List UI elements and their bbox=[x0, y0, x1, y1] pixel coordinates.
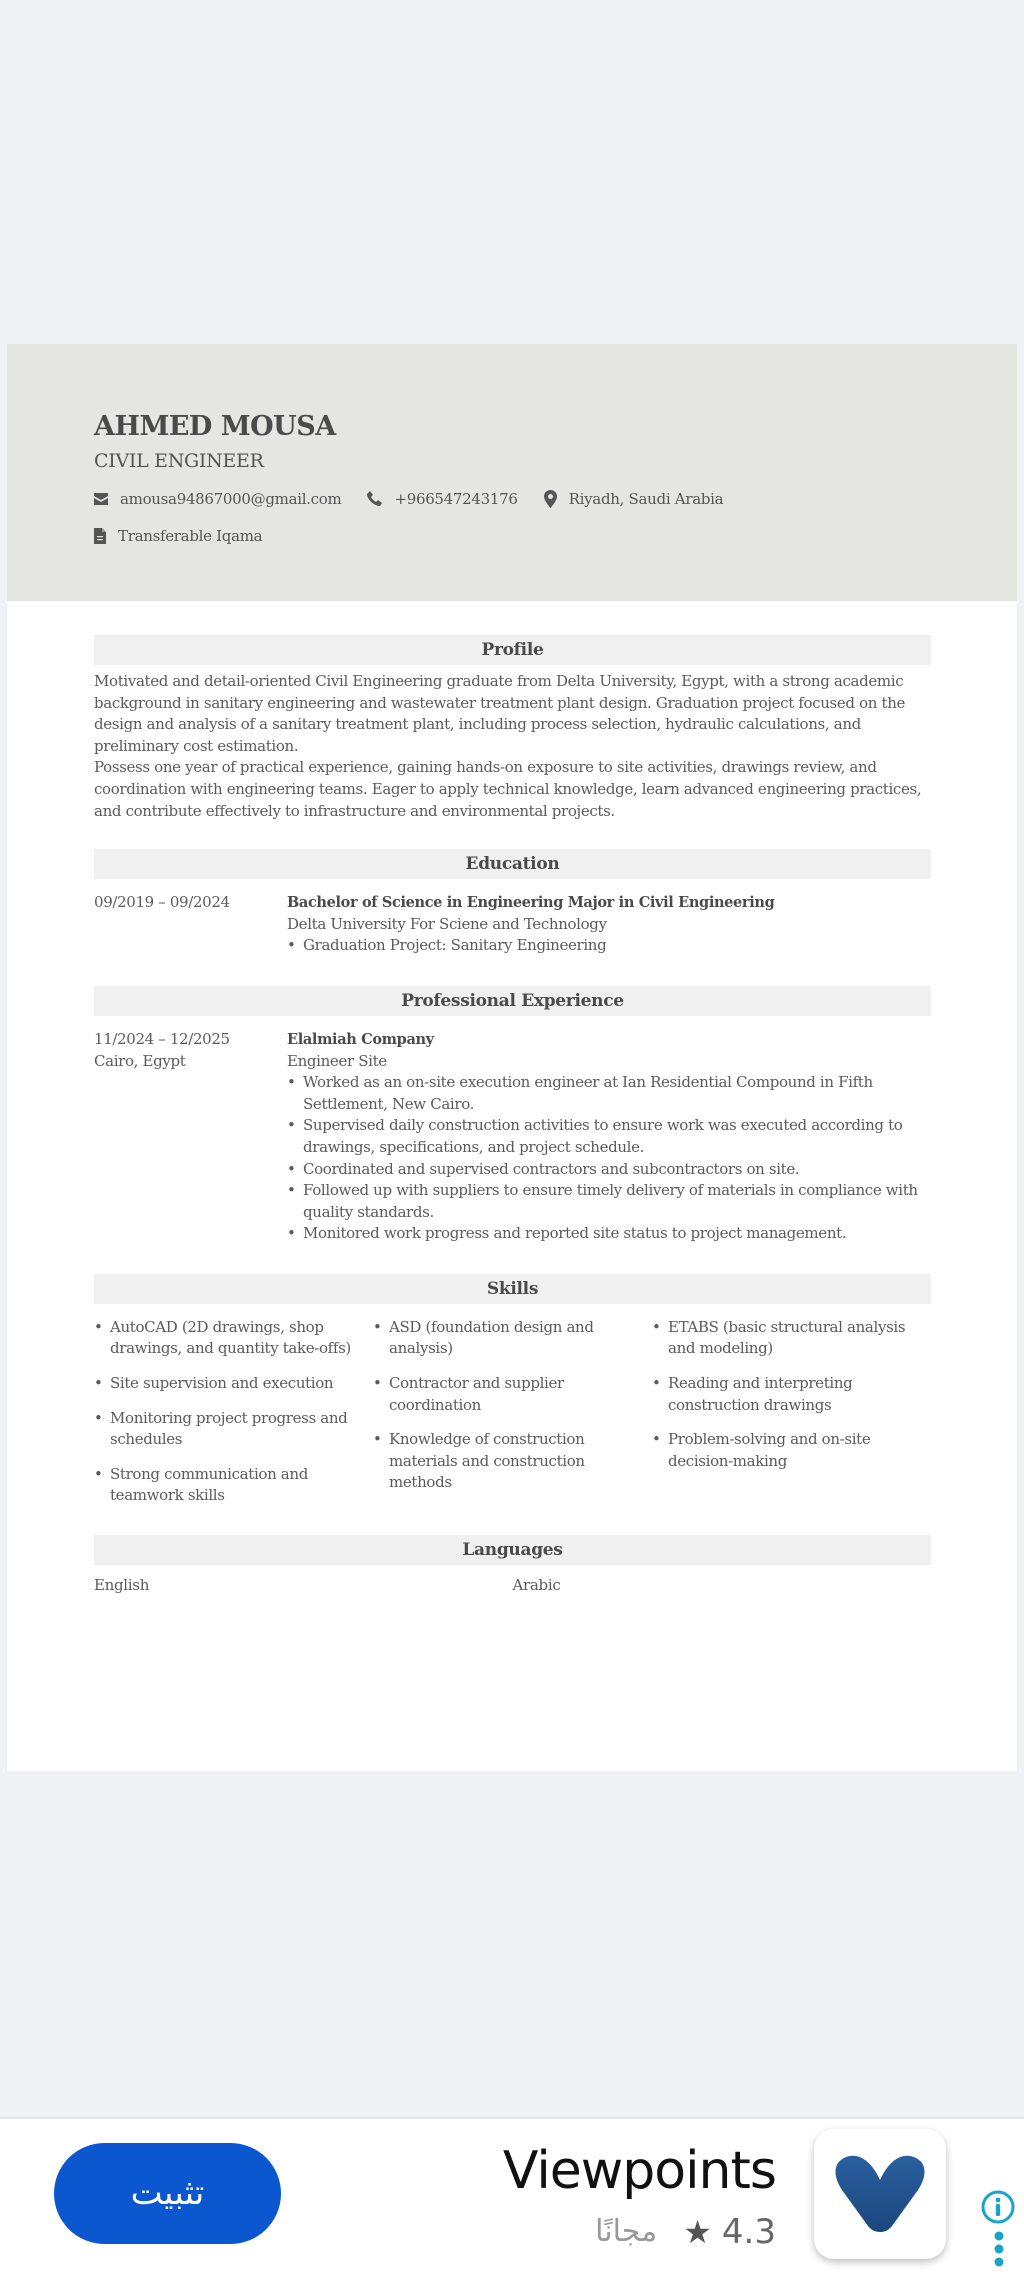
resume-body bbox=[7, 635, 1017, 1594]
experience-bullet: • Monitored work progress and reported site status to project management. bbox=[287, 1223, 931, 1245]
contact-row-2 bbox=[94, 525, 1017, 547]
education-degree: Bachelor of Science in Engineering Major in Civil Engineering bbox=[287, 894, 775, 912]
ad-app-icon[interactable] bbox=[814, 2129, 946, 2259]
viewpoints-logo-icon bbox=[834, 2154, 926, 2234]
section-heading-languages: Languages bbox=[94, 1535, 931, 1565]
skill-item: • Contractor and supplier coordination bbox=[373, 1373, 630, 1416]
education-bullet: • Graduation Project: Sanitary Engineering bbox=[287, 935, 931, 957]
experience-bullet: • Coordinated and supervised contractors and subcontractors on site. bbox=[287, 1159, 931, 1181]
skill-item: • ASD (foundation design and analysis) bbox=[373, 1317, 630, 1360]
experience-company: Elalmiah Company bbox=[287, 1030, 434, 1048]
phone-text: +966547243176 bbox=[394, 490, 518, 508]
education-bullets bbox=[287, 935, 931, 957]
skill-item: • Site supervision and execution bbox=[94, 1373, 351, 1395]
email-text: amousa94867000@gmail.com bbox=[120, 490, 342, 508]
profile-paragraph-1: Motivated and detail-oriented Civil Engineering graduate from Delta University, Egypt, with a strong academic background in sanitary engineering and wastewater treatment plant design. Graduation project focused on the design and analysis of a sanitary treatment plant, including process selection, hydraulic calculations, and preliminary cost estimation. bbox=[94, 672, 906, 755]
experience-dates: 11/2024 – 12/2025 bbox=[94, 1029, 230, 1048]
skill-item: • Knowledge of construction materials and construction methods bbox=[373, 1429, 630, 1494]
section-heading-skills: Skills bbox=[94, 1274, 931, 1304]
ad-app-name[interactable]: Viewpoints bbox=[502, 2141, 776, 2201]
skill-item: • Problem-solving and on-site decision-making bbox=[652, 1429, 909, 1472]
skills-column-2 bbox=[373, 1317, 652, 1520]
ad-app-meta bbox=[595, 2209, 776, 2255]
language-item: English bbox=[94, 1576, 150, 1595]
contact-phone[interactable] bbox=[367, 490, 517, 508]
experience-role: Engineer Site bbox=[287, 1051, 387, 1070]
contact-location bbox=[544, 490, 724, 508]
phone-icon bbox=[367, 491, 382, 507]
experience-bullet: • Supervised daily construction activities to ensure work was executed according to drawings, specifications, and project schedule. bbox=[287, 1115, 931, 1158]
language-item: Arabic bbox=[512, 1576, 561, 1595]
skill-item: • AutoCAD (2D drawings, shop drawings, and quantity take-offs) bbox=[94, 1317, 351, 1360]
skill-item: • Reading and interpreting construction drawings bbox=[652, 1373, 909, 1416]
resume-document bbox=[7, 344, 1017, 1771]
document-icon bbox=[94, 528, 106, 544]
ad-price-label: مجانًا bbox=[595, 2214, 658, 2249]
contact-row bbox=[94, 488, 1017, 510]
experience-location: Cairo, Egypt bbox=[94, 1051, 186, 1070]
contact-document bbox=[94, 527, 262, 545]
skills-column-3 bbox=[652, 1317, 931, 1520]
install-button[interactable]: تثبيت bbox=[54, 2143, 281, 2244]
star-icon: ★ bbox=[683, 2213, 712, 2251]
languages-list bbox=[94, 1576, 931, 1594]
section-heading-education: Education bbox=[94, 849, 931, 879]
skill-item: • ETABS (basic structural analysis and modeling) bbox=[652, 1317, 909, 1360]
education-entry bbox=[94, 892, 931, 957]
skills-column-1 bbox=[94, 1317, 373, 1520]
info-icon[interactable] bbox=[981, 2190, 1015, 2224]
resume-header bbox=[7, 344, 1017, 601]
map-pin-icon bbox=[544, 490, 557, 508]
education-institution: Delta University For Sciene and Technology bbox=[287, 914, 607, 933]
ad-rating: 4.3 bbox=[721, 2212, 776, 2252]
skill-item: • Monitoring project progress and schedules bbox=[94, 1408, 351, 1451]
experience-bullet: • Worked as an on-site execution engineer at Ian Residential Compound in Fifth Settlement, New Cairo. bbox=[287, 1072, 931, 1115]
profile-summary bbox=[94, 671, 931, 822]
education-dates: 09/2019 – 09/2024 bbox=[94, 893, 230, 912]
profile-paragraph-2: Possess one year of practical experience, gaining hands-on exposure to site activities, drawings review, and coordination with engineering teams. Eager to apply technical knowledge, learn advanced engineering practices, and contribute effectively to infrastructure and environmental projects. bbox=[94, 758, 922, 820]
candidate-title: CIVIL ENGINEER bbox=[94, 450, 264, 472]
skill-item: • Strong communication and teamwork skills bbox=[94, 1464, 351, 1507]
experience-entry bbox=[94, 1029, 931, 1245]
contact-email[interactable] bbox=[94, 490, 341, 508]
experience-bullets bbox=[287, 1072, 931, 1245]
ad-banner[interactable] bbox=[0, 2117, 1024, 2275]
document-text: Transferable Iqama bbox=[118, 527, 263, 545]
envelope-icon bbox=[94, 493, 108, 505]
experience-bullet: • Followed up with suppliers to ensure timely delivery of materials in compliance with quality standards. bbox=[287, 1180, 931, 1223]
section-heading-experience: Professional Experience bbox=[94, 986, 931, 1016]
more-options-icon[interactable] bbox=[993, 2230, 1005, 2270]
section-heading-profile: Profile bbox=[94, 635, 931, 665]
location-text: Riyadh, Saudi Arabia bbox=[568, 490, 724, 508]
candidate-name: AHMED MOUSA bbox=[94, 411, 336, 442]
skills-grid bbox=[94, 1317, 931, 1520]
